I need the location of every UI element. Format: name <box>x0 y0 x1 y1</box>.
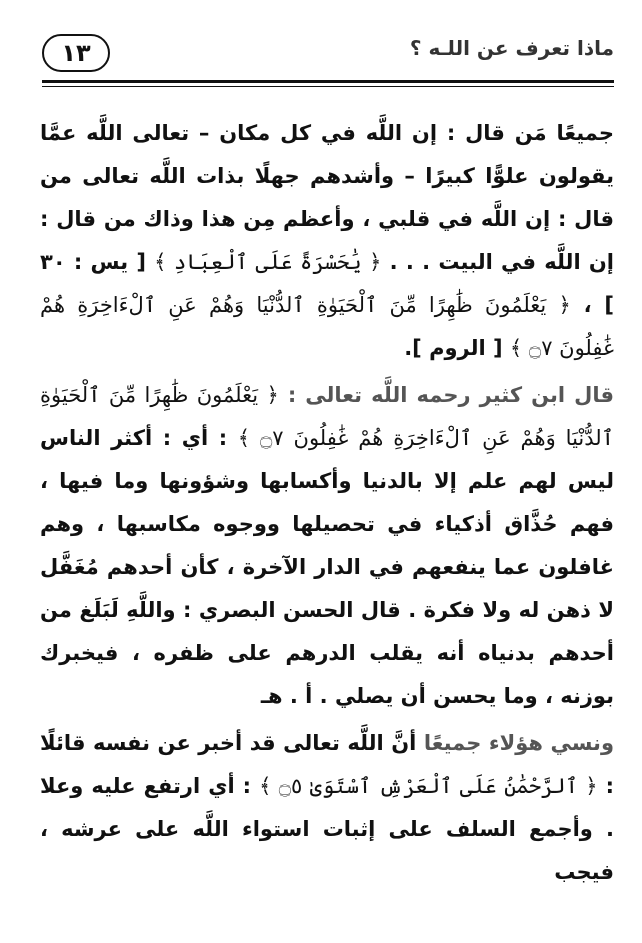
p1-ayah-rum: ﴿ يَعْلَمُونَ ظَٰهِرًا مِّنَ ٱلْحَيَوٰةِ ٱلدُّنْيَا وَهُمْ عَنِ ٱلْءَاخِرَةِ هُمْ غَٰفِلُونَ ۝٧ ﴾ <box>40 293 614 360</box>
p2-text: : أي : أكثر الناس ليس لهم علم إلا بالدنيا وأكسابها وشؤونها وما فيها ، فهم حُذَّاق أذكياء في تحصيلها ووجوه مكاسبها ، وهم غافلون عما ينفعهم في الدار الآخرة ، كأن أحدهم مُغَفَّل لا ذهن له ولا فكرة . قال الحسن البصري : واللَّهِ لَبَلَغ من أحدهم بدنياه أنه يقلب الدرهم على ظفره ، فيخبرك بوزنه ، وما يحسن أن يصلي . أ . هـ <box>40 426 614 708</box>
p1-ayah-yasin: ﴿ يَٰحَسْرَةً عَلَى ٱلْعِبَادِ ﴾ <box>154 250 382 274</box>
p2-lead: قال ابن كثير رحمه اللَّه تعالى : <box>278 383 614 407</box>
p3-text-a: أنَّ اللَّه تعالى قد أخبر عن نفسه قائلًا : <box>40 731 614 798</box>
running-title: ماذا تعرف عن اللـه ؟ <box>409 36 614 60</box>
paragraph-3 <box>40 722 614 894</box>
p3-ayah-taha: ﴿ ٱلرَّحْمَٰنُ عَلَى ٱلْعَرْشِ ٱسْتَوَىٰ ۝٥ ﴾ <box>259 774 598 798</box>
paragraph-2 <box>40 374 614 718</box>
p1-text-c: [ الروم ]. <box>404 336 510 360</box>
page-header <box>42 30 614 82</box>
p1-text-b: [ يس : ٣٠ ] ، <box>40 250 614 317</box>
p3-text-b: : أي ارتفع عليه وعلا . وأجمع السلف على إثبات استواء اللَّه على عرشه ، فيجب <box>40 774 614 884</box>
paragraph-1 <box>40 112 614 370</box>
p3-lead: ونسي هؤلاء جميعًا <box>416 731 614 755</box>
p1-text-a: جميعًا مَن قال : إن اللَّه في كل مكان – تعالى اللَّه عمَّا يقولون علوًّا كبيرًا – وأشدهم جهلًا بذات اللَّه تعالى من قال : إن اللَّه في قلبي ، وأعظم مِن هذا وذاك من قال : إن اللَّه في البيت . . . <box>40 121 614 274</box>
page-number: ١٣ <box>42 34 110 72</box>
p2-ayah-rum: ﴿ يَعْلَمُونَ ظَٰهِرًا مِّنَ ٱلْحَيَوٰةِ ٱلدُّنْيَا وَهُمْ عَنِ ٱلْءَاخِرَةِ هُمْ غَٰفِلُونَ ۝٧ ﴾ <box>40 383 614 450</box>
body-text <box>40 112 614 894</box>
header-rule-thin <box>42 86 614 87</box>
header-rule-thick <box>42 80 614 83</box>
